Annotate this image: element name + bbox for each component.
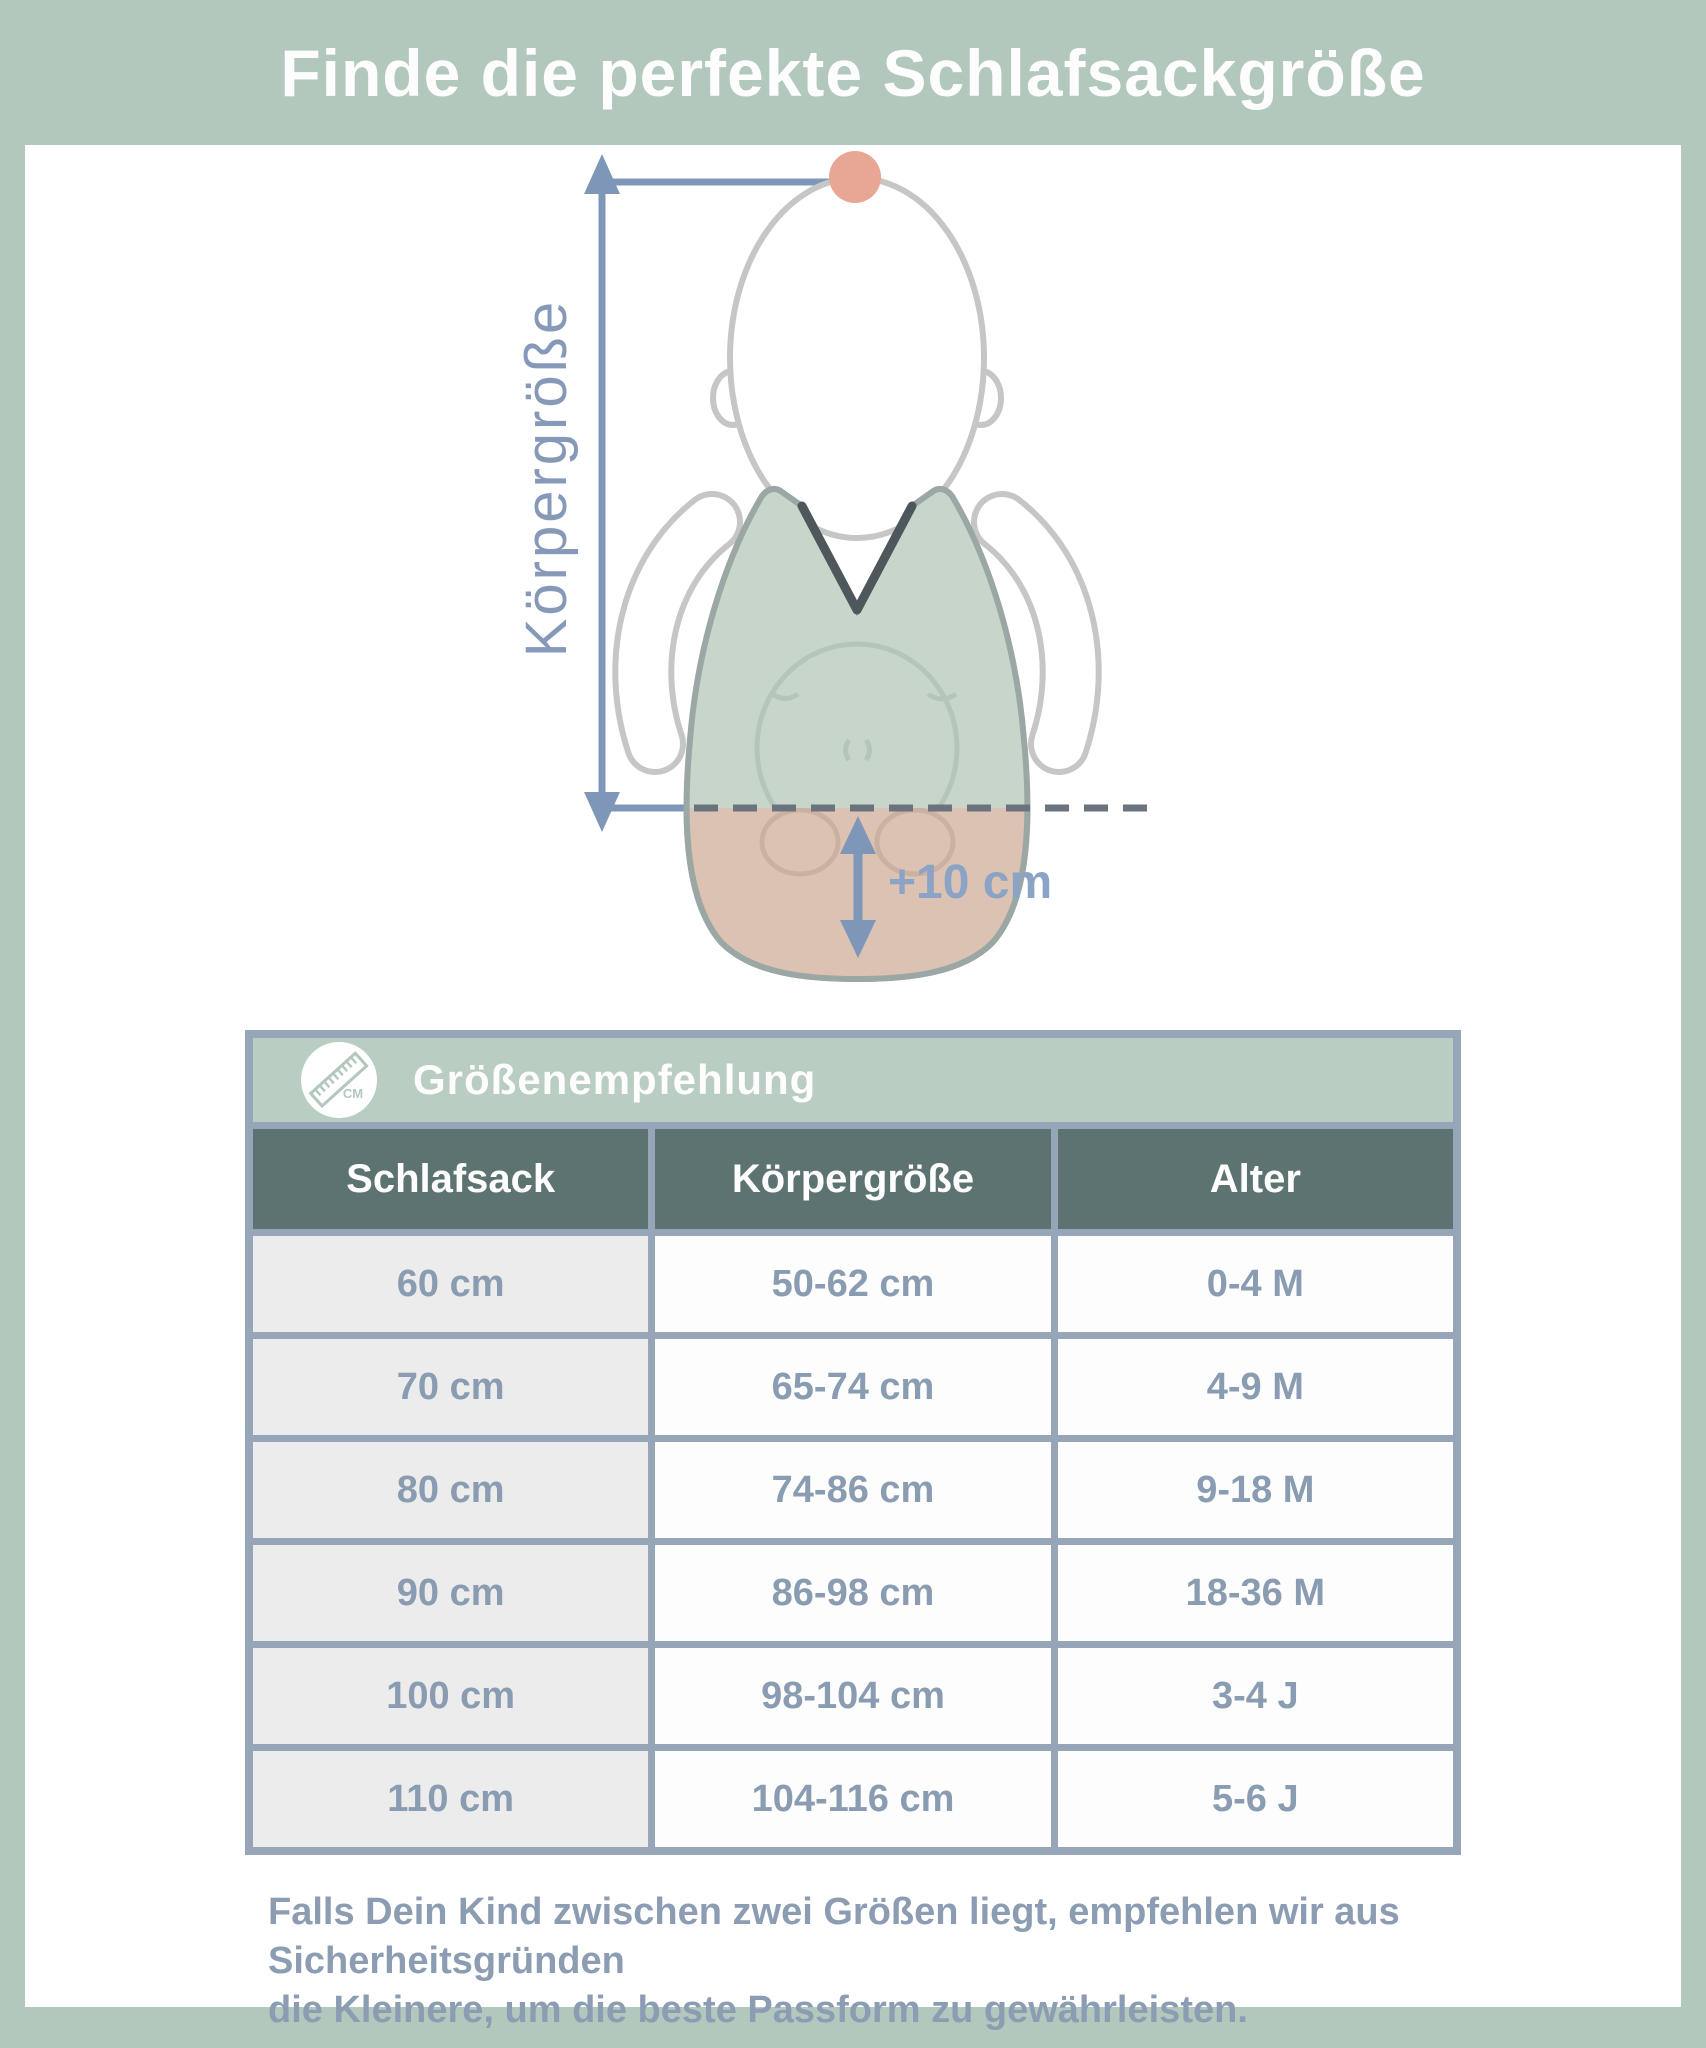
table-cell: 100 cm <box>253 1648 648 1744</box>
table-cell: 90 cm <box>253 1545 648 1641</box>
ruler-cm-icon <box>301 1042 377 1118</box>
table-cell: 74-86 cm <box>655 1442 1050 1538</box>
table-cell: 110 cm <box>253 1751 648 1847</box>
table-title: Größenempfehlung <box>413 1056 817 1103</box>
table-cell: 5-6 J <box>1058 1751 1453 1847</box>
table-cell: 18-36 M <box>1058 1545 1453 1641</box>
footnote-line-2: die Kleinere, um die beste Passform zu gewährleisten. <box>268 1989 1248 2031</box>
table-cell: 3-4 J <box>1058 1648 1453 1744</box>
table-cell: 98-104 cm <box>655 1648 1050 1744</box>
table-cell: 65-74 cm <box>655 1339 1050 1435</box>
crown-dot <box>829 151 881 203</box>
safety-footnote <box>268 1888 1608 2035</box>
baby-sleeping-bag-illustration <box>0 145 1706 1020</box>
table-cell: 104-116 cm <box>655 1751 1050 1847</box>
column-header-koerpergroesse: Körpergröße <box>655 1129 1050 1229</box>
svg-text:CM: CM <box>342 1086 364 1101</box>
table-cell: 60 cm <box>253 1236 648 1332</box>
table-cell: 80 cm <box>253 1442 648 1538</box>
footnote-line-1: Falls Dein Kind zwischen zwei Größen liegt, empfehlen wir aus Sicherheitsgründen <box>268 1891 1400 1982</box>
table-cell: 86-98 cm <box>655 1545 1050 1641</box>
extra-length-label: +10 cm <box>888 856 1053 909</box>
table-cell: 0-4 M <box>1058 1236 1453 1332</box>
table-cell: 9-18 M <box>1058 1442 1453 1538</box>
baby-head <box>730 178 984 538</box>
column-header-alter: Alter <box>1058 1129 1453 1229</box>
table-cell: 50-62 cm <box>655 1236 1050 1332</box>
column-header-schlafsack: Schlafsack <box>253 1129 648 1229</box>
table-title-bar <box>253 1038 1453 1122</box>
page-title: Finde die perfekte Schlafsackgröße <box>280 35 1426 110</box>
table-cell: 70 cm <box>253 1339 648 1435</box>
height-label: Körpergröße <box>514 298 579 658</box>
header-band <box>0 0 1706 145</box>
size-table <box>245 1030 1461 1855</box>
table-cell: 4-9 M <box>1058 1339 1453 1435</box>
